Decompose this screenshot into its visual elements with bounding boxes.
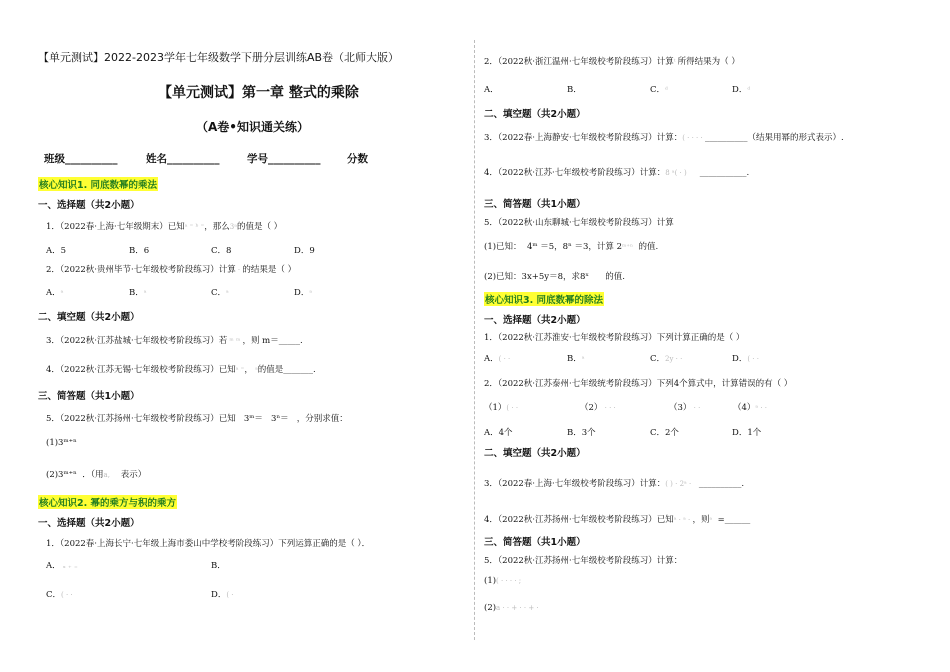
section-heading: 三、简答题（共1小题） [484,537,586,548]
option-b: B．3个 [567,428,596,438]
formula-item-2: （2） · · · [580,403,616,413]
question-text: 3．（2022春·上海静安·七年级校考阶段练习）计算：( · · · · __________（结果用幂的形式表示）. [484,133,844,143]
option-b: B．6 [129,246,150,256]
option-a: A．4个 [484,428,513,438]
section-heading: 三、简答题（共1小题） [484,199,586,210]
core-knowledge-2-heading: 核心知识2. 幂的乘方与积的乘方 [38,495,177,509]
option-a: A． ₓ ₊ ₌ [46,561,78,571]
option-b: B．ᵃ [129,288,147,298]
core-knowledge-3-heading: 核心知识3. 同底数幂的除法 [484,292,604,306]
option-d: D．1个 [732,428,762,438]
section-heading: 一、选择题（共2小题） [484,315,586,326]
question-text: 4．（2022秋·江苏无锡·七年级校考阶段练习）已知ᵃ ⁼， ᵃ的值是_______. [46,365,316,375]
option-c: C．8 [211,246,232,256]
section-heading: 二、填空题（共2小题） [484,448,586,459]
option-d: D．( · · [732,354,759,364]
option-c: C．( · · [46,590,73,600]
question-text: 3．（2022秋·江苏盐城·七年级校考阶段练习）若 ᵐ ᵐ ，则 m＝_____. [46,336,303,346]
question-text: 5．（2022秋·山东聊城·七年级校考阶段练习）计算 [484,218,674,228]
chapter-subtitle: （A卷•知识通关练） [196,120,309,134]
option-c: C．ᵈ [650,85,668,95]
option-b: B． [567,85,582,95]
option-c: C．2y · · [650,354,683,364]
question-text: 2．（2022秋·江苏泰州·七年级统考阶段练习）下列4个算式中，计算错误的有（ ） [484,379,793,389]
section-heading: 一、选择题（共2小题） [38,518,140,529]
option-d: D．( · [211,590,234,600]
question-text: 4．（2022秋·江苏·七年级校考阶段练习）计算：8 ᵃ( · ) ___________. [484,168,750,178]
question-text: 2．（2022秋·浙江温州·七年级校考阶段练习）计算ᵗ 所得结果为（ ） [484,57,740,67]
question-text: 2．（2022秋·贵州毕节·七年级校考阶段练习）计算 · 的结果是（ ） [46,265,297,275]
option-d: D．9 [294,246,315,256]
section-heading: 一、选择题（共2小题） [38,200,140,211]
core-knowledge-1-heading: 核心知识1. 同底数幂的乘法 [38,177,158,191]
subquestion-1: (1)已知： 4ᵐ ＝5，8ⁿ ＝3，计算 2ᵐ⁺ⁿ 的值. [484,242,659,252]
subquestion-2: (2)a · · + · · + · [484,603,539,613]
subquestion-1: (1)3ᵐ⁺ⁿ [46,438,77,448]
question-text: 5．（2022秋·江苏扬州·七年级校考阶段练习）已知 3ᵐ＝ 3ⁿ＝ ，分别求值： [46,414,348,424]
option-d: D．ᵃ [294,288,313,298]
column-divider [474,40,475,640]
formula-item-3: （3） · · [669,403,701,413]
question-text: 1．（2022春·上海长宁·七年级上海市娄山中学校考阶段练习）下列运算正确的是（ ）． [46,539,371,549]
option-a: A．ᵃ [46,288,64,298]
formula-item-4: （4）ᵃ · · [733,403,768,413]
option-a: A．( · · [484,354,511,364]
question-text: 1．（2022春·上海·七年级期末）已知ᵃ ⁼ ᵇ ⁼，那么3ᵃ的值是（ ） [46,222,283,232]
subquestion-2: (2)3ᵐ⁺ⁿ ．（用a, 表示） [46,470,147,480]
question-text: 3．（2022春·上海·七年级校考阶段练习）计算：( ) · 2ᵃ · __________. [484,479,745,489]
question-text: 4．（2022秋·江苏扬州·七年级校考阶段练习）已知ᵃ · ᵃ · ，则ᵃ =______ [484,515,751,525]
name-field: 姓名__________ [146,153,220,165]
option-d: D．ᵈ [732,85,751,95]
subquestion-2: (2)已知：3x+5y＝8，求8ˣ 的值. [484,272,625,282]
question-text: 1．（2022秋·江苏淮安·七年级校考阶段练习）下列计算正确的是（ ） [484,333,745,343]
option-a: A． [484,85,499,95]
section-heading: 二、填空题（共2小题） [38,312,140,323]
option-b: B．ᵃ [567,354,585,364]
class-field: 班级__________ [44,153,118,165]
student-number-field: 学号__________ [247,153,321,165]
option-c: C．2个 [650,428,679,438]
section-heading: 三、简答题（共1小题） [38,391,140,402]
option-c: C．ᵃ [211,288,229,298]
section-heading: 二、填空题（共2小题） [484,109,586,120]
subquestion-1: (1)( · · · · ; [484,576,522,586]
chapter-title: 【单元测试】第一章 整式的乘除 [158,85,359,101]
score-field: 分数 [347,153,368,165]
option-b: B． [211,561,226,571]
document-header: 【单元测试】2022-2023学年七年级数学下册分层训练AB卷（北师大版） [38,51,400,64]
option-a: A．5 [46,246,67,256]
formula-item-1: （1）( · · [484,403,519,413]
question-text: 5．（2022秋·江苏扬州·七年级校考阶段练习）计算： [484,556,683,566]
